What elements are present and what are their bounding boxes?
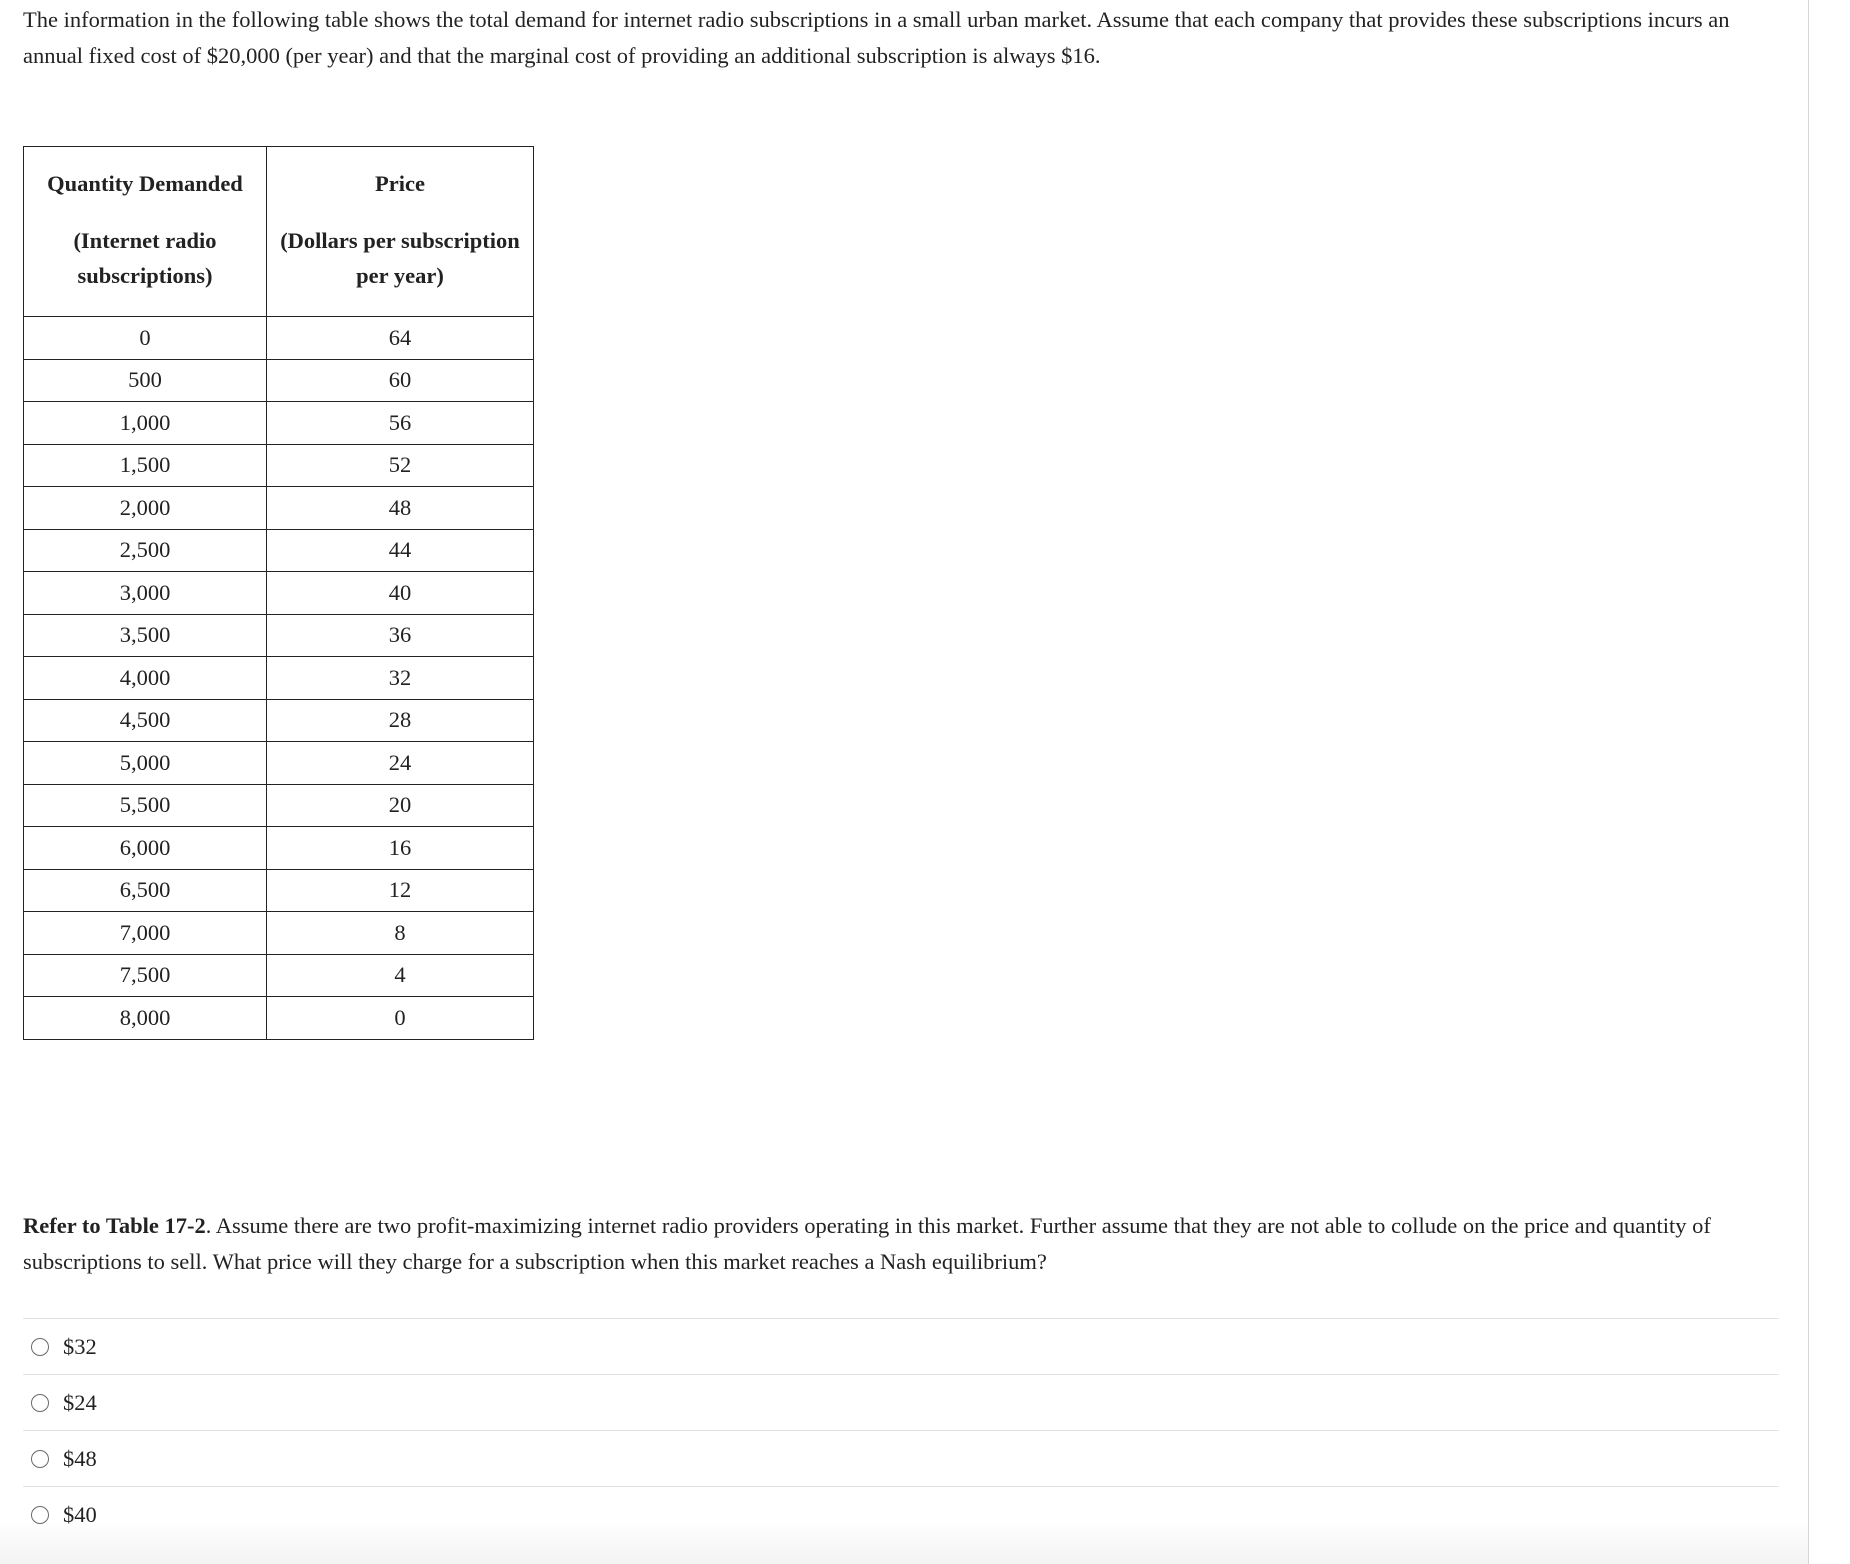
answer-option[interactable] [23,1430,1779,1486]
radio-button[interactable] [31,1338,49,1356]
price-cell: 8 [267,912,534,955]
price-cell: 4 [267,954,534,997]
table-row [24,572,534,615]
quantity-cell: 7,000 [24,912,267,955]
price-cell: 56 [267,402,534,445]
table-row [24,997,534,1040]
price-cell: 12 [267,869,534,912]
quantity-cell: 7,500 [24,954,267,997]
table-row [24,529,534,572]
question-body: . Assume there are two profit-maximizing internet radio providers operating in this market. Further assume that they are not able to collude on the price and quantity of subscriptions to sell. What price will they charge for a subscription when this market reaches a Nash equilibrium? [23,1213,1711,1274]
table-row [24,487,534,530]
quantity-cell: 0 [24,317,267,360]
price-cell: 40 [267,572,534,615]
answer-option[interactable] [23,1318,1779,1374]
table-row [24,784,534,827]
question-table-reference: Refer to Table 17-2 [23,1213,206,1238]
quantity-cell: 1,000 [24,402,267,445]
table-row [24,359,534,402]
table-row [24,699,534,742]
price-cell: 20 [267,784,534,827]
intro-paragraph: The information in the following table shows the total demand for internet radio subscriptions in a small urban market. Assume that each company that provides these subscriptions incurs an annual fixed cost of $20,000 (per year) and that the marginal cost of providing an additional subscription is always $16. [23,7,1730,68]
table-row [24,402,534,445]
price-cell: 52 [267,444,534,487]
price-cell: 0 [267,997,534,1040]
quantity-cell: 500 [24,359,267,402]
question-text [23,1208,1793,1280]
quantity-column-header [24,147,267,317]
price-cell: 24 [267,742,534,785]
table-header-row [24,147,534,317]
table-row [24,954,534,997]
radio-button[interactable] [31,1450,49,1468]
table-row [24,444,534,487]
price-header-subtitle: (Dollars per subscription per year) [280,228,520,288]
table-row [24,827,534,870]
quantity-cell: 6,500 [24,869,267,912]
quantity-cell: 2,500 [24,529,267,572]
page-right-border [1808,0,1809,1564]
answer-option-label[interactable]: $48 [63,1445,97,1471]
answer-option[interactable] [23,1486,1779,1542]
answer-option-label[interactable]: $40 [63,1501,97,1527]
price-cell: 64 [267,317,534,360]
table-row [24,317,534,360]
demand-table [23,146,534,1040]
price-cell: 28 [267,699,534,742]
quantity-cell: 5,000 [24,742,267,785]
quantity-cell: 3,000 [24,572,267,615]
price-cell: 60 [267,359,534,402]
quantity-cell: 5,500 [24,784,267,827]
quantity-cell: 2,000 [24,487,267,530]
quantity-cell: 1,500 [24,444,267,487]
quantity-cell: 4,000 [24,657,267,700]
price-cell: 32 [267,657,534,700]
quantity-header-title: Quantity Demanded [47,171,243,196]
radio-button[interactable] [31,1394,49,1412]
price-cell: 16 [267,827,534,870]
quantity-cell: 8,000 [24,997,267,1040]
table-row [24,912,534,955]
quantity-cell: 4,500 [24,699,267,742]
price-cell: 36 [267,614,534,657]
table-row [24,869,534,912]
table-body [24,317,534,1040]
price-header-title: Price [375,171,425,196]
price-column-header [267,147,534,317]
quantity-header-subtitle: (Internet radio subscriptions) [73,228,217,288]
quantity-cell: 3,500 [24,614,267,657]
table-row [24,657,534,700]
quantity-cell: 6,000 [24,827,267,870]
price-cell: 48 [267,487,534,530]
radio-button[interactable] [31,1506,49,1524]
answer-option-label[interactable]: $32 [63,1333,97,1359]
answer-option[interactable] [23,1374,1779,1430]
price-cell: 44 [267,529,534,572]
answer-option-label[interactable]: $24 [63,1389,97,1415]
table-row [24,614,534,657]
table-row [24,742,534,785]
answer-options [23,1318,1779,1542]
